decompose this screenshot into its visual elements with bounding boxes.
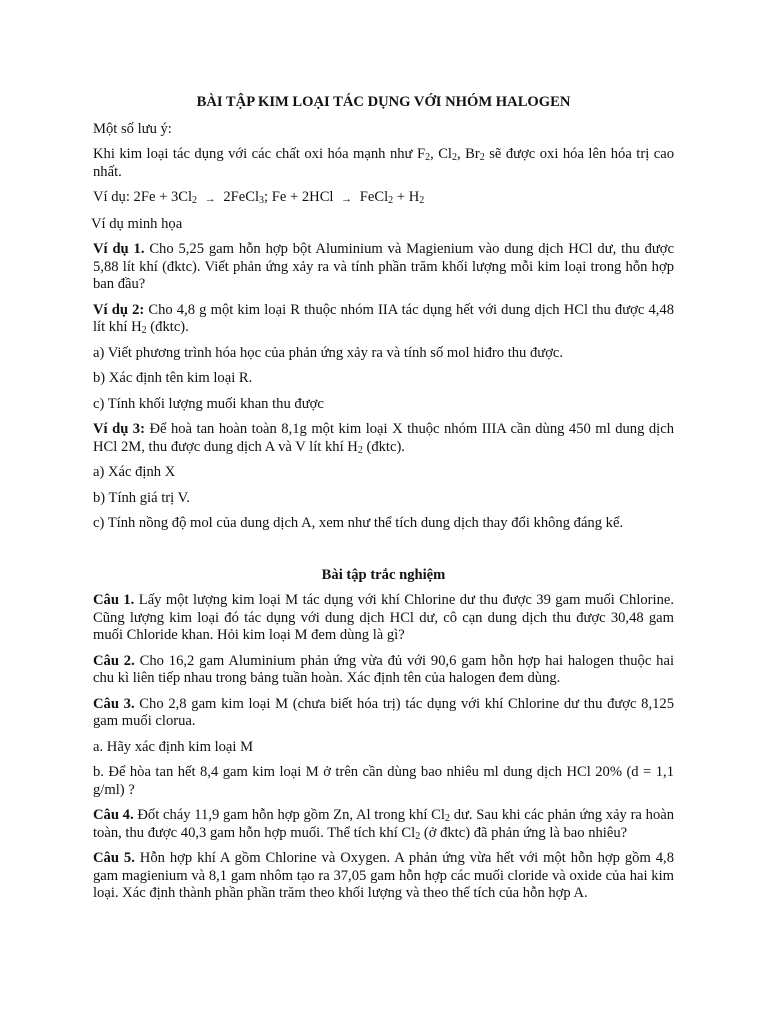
arrow-icon: →	[341, 193, 353, 205]
question-4-label: Câu 4.	[93, 807, 134, 823]
section-spacer	[93, 541, 674, 567]
question-2-label: Câu 2.	[93, 652, 135, 669]
question-2: Câu 2. Cho 16,2 gam Aluminium phản ứng vừa đủ với 90,6 gam hỗn hợp hai halogen thuộc hai chu kì liên tiếp nhau trong bảng tuần hoàn. Xác định tên của halogen đem dùng.	[93, 652, 674, 686]
example-2-part-c: c) Tính khối lượng muối khan thu được	[93, 395, 324, 412]
example-3: Ví dụ 3: Để hoà tan hoàn toàn 8,1g một kim loại X thuộc nhóm IIIA cần dùng 450 ml dung dịch HCl 2M, thu được dung dịch A và V lít khí $H_2$ (đktc).	[93, 421, 674, 456]
question-3: Câu 3. Cho 2,8 gam kim loại M (chưa biết hóa trị) tác dụng với khí Chlorine dư thu được 8,125 gam muối clorua.	[93, 695, 675, 729]
document-content	[93, 94, 674, 911]
note-paragraph: Khi kim loại tác dụng với các chất oxi hóa mạnh như $F_2$, $Cl_2$, $Br_2$ sẽ được oxi hóa lên hóa trị cao nhất.	[93, 146, 674, 180]
question-5: Câu 5. Hỗn hợp khí A gồm Chlorine và Oxygen. A phản ứng vừa hết với một hỗn hợp gồm 4,8 gam magienium và 8,1 gam nhôm tạo ra 37,05 gam hỗn hợp các muối cloride và oxide của hai kim loại. Xác định thành phần phần trăm theo khối lượng và theo thể tích của hỗn hợp A.	[93, 850, 675, 901]
question-1-label: Câu 1.	[93, 592, 135, 608]
notes-heading: Một số lưu ý:	[93, 120, 172, 137]
example-2-part-a: a) Viết phương trình hóa học của phản ứng xảy ra và tính số mol hiđro thu được.	[93, 344, 564, 361]
example-2-part-b: b) Xác định tên kim loại R.	[93, 370, 253, 386]
question-5-label: Câu 5.	[93, 850, 135, 866]
example-3-part-a: a) Xác định X	[93, 464, 176, 480]
example-1: Ví dụ 1. Cho 5,25 gam hỗn hợp bột Aluminium và Magienium vào dung dịch HCl dư, thu được 5,88 lít khí (đktc). Viết phản ứng xảy ra và tính phần trăm khối lượng mỗi kim loại trong hỗn hợp ban đầu?	[93, 241, 674, 292]
example-3-part-b: b) Tính giá trị V.	[93, 489, 190, 506]
examples-heading: Ví dụ minh họa	[91, 215, 183, 232]
example-2-label: Ví dụ 2:	[93, 301, 145, 318]
question-3-label: Câu 3.	[93, 695, 135, 712]
arrow-icon: →	[204, 193, 216, 205]
example-equation: Ví dụ: $2Fe + 3Cl_2$ → 2FeCl$_3$; Fe + 2HCl → FeCl$_2$ + $H_2$	[93, 189, 425, 206]
example-3-part-c: c) Tính nồng độ mol của dung dịch A, xem như thể tích dung dịch thay đổi không đáng kể.	[93, 515, 624, 531]
document-title: BÀI TẬP KIM LOẠI TÁC DỤNG VỚI NHÓM HALOGEN	[196, 94, 571, 110]
quiz-heading: Bài tập trắc nghiệm	[321, 566, 446, 583]
question-4: Câu 4. Đốt cháy 11,9 gam hỗn hợp gồm Zn, Al trong khí $Cl_2$ dư. Sau khi các phản ứng xảy ra hoàn toàn, thu được 40,3 gam hỗn hợp muối. Thể tích khí $Cl_2$ (ở đktc) đã phản ứng là bao nhiêu?	[93, 807, 675, 842]
example-3-label: Ví dụ 3:	[93, 421, 145, 437]
example-2: Ví dụ 2: Cho 4,8 g một kim loại R thuộc nhóm IIA tác dụng hết với dung dịch HCl thu được 4,48 lít khí $H_2$ (đktc).	[93, 301, 674, 336]
question-3-part-a: a. Hãy xác định kim loại M	[93, 738, 254, 755]
question-1: Câu 1. Lấy một lượng kim loại M tác dụng với khí Chlorine dư thu được 39 gam muối Chlorine. Cũng lượng kim loại đó tác dụng với dung dịch HCl dư, cô cạn dung dịch thu được 30,48 gam muối Chloride khan. Hỏi kim loại M đem dùng là gì?	[93, 592, 675, 643]
question-3-part-b: b. Để hòa tan hết 8,4 gam kim loại M ở trên cần dùng bao nhiêu ml dung dịch HCl 20% (d = 1,1 g/ml) ?	[93, 764, 674, 798]
example-1-label: Ví dụ 1.	[93, 241, 145, 257]
